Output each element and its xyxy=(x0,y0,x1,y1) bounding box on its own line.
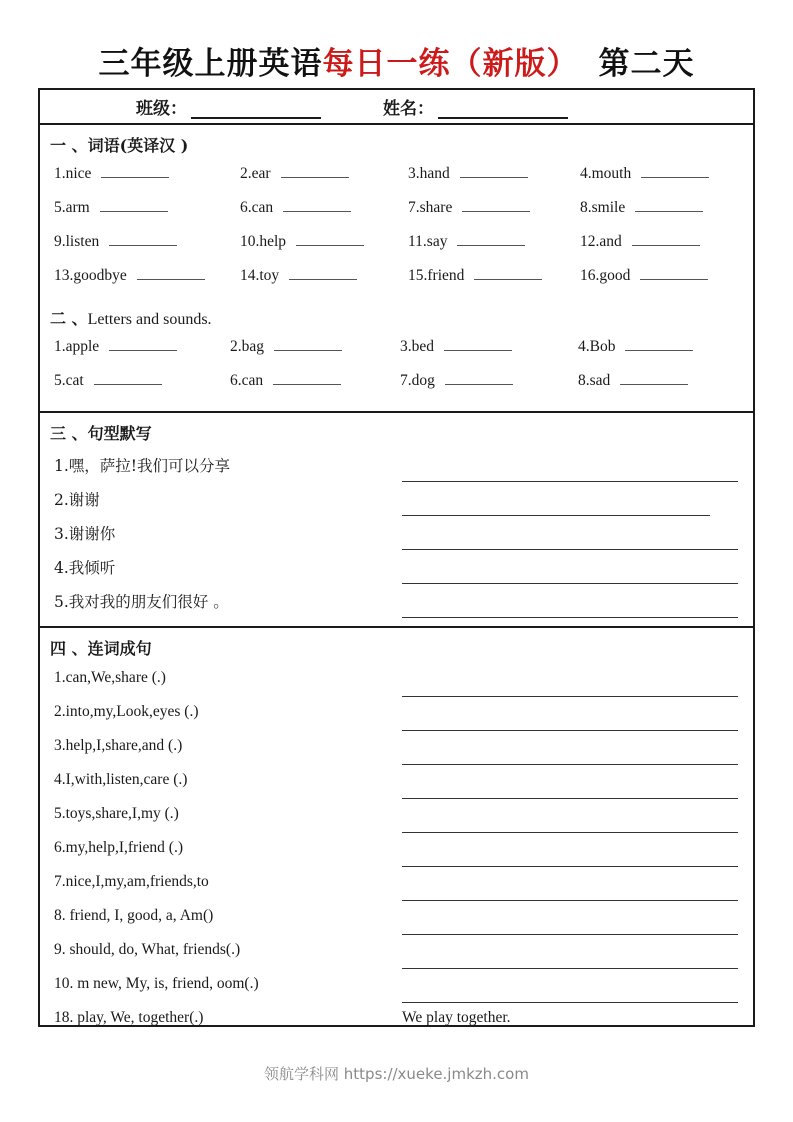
vocab-item xyxy=(240,232,364,251)
vocab-word: 3.hand xyxy=(408,165,450,182)
class-label: 班级： xyxy=(136,99,187,119)
word-order-answer-line[interactable] xyxy=(402,866,738,867)
letters-row xyxy=(40,371,753,405)
worksheet-box xyxy=(38,88,755,1027)
word-order-answer-line[interactable] xyxy=(402,934,738,935)
vocab-word: 2.ear xyxy=(240,165,271,182)
word-order-row xyxy=(40,973,753,1007)
vocab-answer-blank[interactable] xyxy=(635,198,703,212)
vocab-answer-blank[interactable] xyxy=(460,164,528,178)
vocab-answer-blank[interactable] xyxy=(289,266,357,280)
dictation-row xyxy=(40,588,753,622)
vocab-answer-blank[interactable] xyxy=(100,198,168,212)
page-title-prefix: 三年级上册英语 xyxy=(98,46,323,81)
word-order-row xyxy=(40,769,753,803)
letters-word: 1.apple xyxy=(54,338,100,355)
letters-item xyxy=(400,371,513,390)
vocab-word: 7.share xyxy=(408,199,453,216)
dictation-prompt: 5.我对我的朋友们很好 。 xyxy=(54,593,229,611)
letters-answer-blank[interactable] xyxy=(625,337,693,351)
vocab-word: 6.can xyxy=(240,199,274,216)
vocab-word: 15.friend xyxy=(408,267,465,284)
vocab-word: 16.good xyxy=(580,267,631,284)
section-sentence-dictation xyxy=(40,413,753,628)
vocab-item xyxy=(240,198,351,217)
vocab-word: 10.help xyxy=(240,233,287,250)
dictation-answer-line[interactable] xyxy=(402,583,738,584)
vocab-word: 5.arm xyxy=(54,199,90,216)
vocab-answer-blank[interactable] xyxy=(283,198,351,212)
vocab-answer-blank[interactable] xyxy=(640,266,708,280)
page-title xyxy=(0,38,793,83)
letters-answer-blank[interactable] xyxy=(94,371,162,385)
vocab-item xyxy=(580,198,703,217)
dictation-row xyxy=(40,520,753,554)
word-order-row xyxy=(40,905,753,939)
class-field-group xyxy=(136,94,321,119)
vocab-item xyxy=(408,164,528,183)
vocab-answer-blank[interactable] xyxy=(632,232,700,246)
dictation-prompt: 4.我倾听 xyxy=(54,559,116,577)
word-order-prompt: 7.nice,I,my,am,friends,to xyxy=(54,873,209,890)
vocab-answer-blank[interactable] xyxy=(474,266,542,280)
letters-answer-blank[interactable] xyxy=(273,371,341,385)
vocab-item xyxy=(580,266,708,285)
dictation-answer-line[interactable] xyxy=(402,515,710,516)
section-2-heading-en: Letters and sounds. xyxy=(87,311,212,328)
vocab-word: 9.listen xyxy=(54,233,100,250)
word-order-prompt: 6.my,help,I,friend (.) xyxy=(54,839,183,856)
vocab-answer-blank[interactable] xyxy=(462,198,530,212)
dictation-answer-line[interactable] xyxy=(402,481,738,482)
letters-row xyxy=(40,337,753,371)
vocab-item xyxy=(408,266,542,285)
letters-answer-blank[interactable] xyxy=(445,371,513,385)
word-order-prompt: 3.help,I,share,and (.) xyxy=(54,737,183,754)
word-order-prompt: 18. play, We, together(.) xyxy=(54,1009,204,1026)
word-order-answer-text: We play together. xyxy=(402,1009,511,1026)
word-order-row xyxy=(40,735,753,769)
word-order-row xyxy=(40,667,753,701)
letters-item xyxy=(400,337,512,356)
word-order-row xyxy=(40,837,753,871)
letters-item xyxy=(54,337,177,356)
word-order-prompt: 8. friend, I, good, a, Am() xyxy=(54,907,214,924)
word-order-answer-line[interactable] xyxy=(402,798,738,799)
vocab-row xyxy=(40,232,753,266)
letters-item xyxy=(578,371,688,390)
word-order-prompt: 2.into,my,Look,eyes (.) xyxy=(54,703,199,720)
letters-item xyxy=(54,371,162,390)
word-order-row xyxy=(40,1007,753,1041)
letters-answer-blank[interactable] xyxy=(444,337,512,351)
vocab-word: 14.toy xyxy=(240,267,280,284)
dictation-row xyxy=(40,452,753,486)
vocab-item xyxy=(54,198,168,217)
vocab-row xyxy=(40,266,753,300)
page-title-highlight: 每日一练（新版） xyxy=(322,46,579,81)
word-order-answer-line[interactable] xyxy=(402,968,738,969)
letters-item xyxy=(230,371,341,390)
word-order-prompt: 1.can,We,share (.) xyxy=(54,669,166,686)
vocab-item xyxy=(240,266,357,285)
section-4-heading: 四 、连词成句 xyxy=(50,639,152,658)
vocab-item xyxy=(580,232,700,251)
section-vocabulary xyxy=(40,125,753,413)
vocab-item xyxy=(54,164,169,183)
word-order-answer-line[interactable] xyxy=(402,764,738,765)
word-order-answer-line[interactable] xyxy=(402,730,738,731)
word-order-answer-line[interactable] xyxy=(402,832,738,833)
word-order-row xyxy=(40,701,753,735)
vocab-item xyxy=(408,198,530,217)
vocab-answer-blank[interactable] xyxy=(281,164,349,178)
vocab-word: 4.mouth xyxy=(580,165,632,182)
letters-word: 2.bag xyxy=(230,338,265,355)
letters-word: 7.dog xyxy=(400,372,435,389)
student-info-band xyxy=(40,90,753,125)
word-order-answer-line[interactable] xyxy=(402,900,738,901)
word-order-answer-line[interactable] xyxy=(402,696,738,697)
word-order-row xyxy=(40,803,753,837)
dictation-row xyxy=(40,486,753,520)
vocab-word: 12.and xyxy=(580,233,622,250)
letters-word: 8.sad xyxy=(578,372,611,389)
letters-word: 3.bed xyxy=(400,338,435,355)
section-word-order xyxy=(40,628,753,1043)
vocab-answer-blank[interactable] xyxy=(101,164,169,178)
dictation-row xyxy=(40,554,753,588)
dictation-answer-line[interactable] xyxy=(402,549,738,550)
word-order-prompt: 4.I,with,listen,care (.) xyxy=(54,771,188,788)
vocab-answer-blank[interactable] xyxy=(296,232,364,246)
letters-answer-blank[interactable] xyxy=(109,337,177,351)
class-input-blank[interactable] xyxy=(191,102,321,119)
letters-word: 5.cat xyxy=(54,372,84,389)
vocab-word: 1.nice xyxy=(54,165,92,182)
word-order-row xyxy=(40,939,753,973)
vocab-answer-blank[interactable] xyxy=(641,164,709,178)
vocab-answer-blank[interactable] xyxy=(137,266,205,280)
vocab-item xyxy=(54,266,205,285)
vocab-item xyxy=(54,232,177,251)
vocab-item xyxy=(240,164,349,183)
letters-word: 6.can xyxy=(230,372,264,389)
section-2-heading-cjk: 二 、 xyxy=(50,309,88,328)
dictation-prompt: 2.谢谢 xyxy=(54,491,100,509)
letters-word: 4.Bob xyxy=(578,338,616,355)
dictation-answer-line[interactable] xyxy=(402,617,738,618)
vocab-word: 13.goodbye xyxy=(54,267,127,284)
vocab-item xyxy=(408,232,525,251)
vocab-answer-blank[interactable] xyxy=(109,232,177,246)
vocab-answer-blank[interactable] xyxy=(457,232,525,246)
dictation-prompt: 3.谢谢你 xyxy=(54,525,116,543)
section-3-heading: 三 、句型默写 xyxy=(50,424,152,443)
page-title-suffix: 第二天 xyxy=(598,46,695,81)
section-2-heading xyxy=(40,300,753,329)
name-field-group xyxy=(383,94,568,119)
word-order-row xyxy=(40,871,753,905)
letters-answer-blank[interactable] xyxy=(274,337,342,351)
dictation-prompt: 1.嘿，萨拉!我们可以分享 xyxy=(54,457,231,475)
word-order-prompt: 9. should, do, What, friends(.) xyxy=(54,941,241,958)
word-order-prompt: 10. m new, My, is, friend, oom(.) xyxy=(54,975,259,992)
letters-item xyxy=(578,337,693,356)
letters-item xyxy=(230,337,342,356)
vocab-row xyxy=(40,164,753,198)
vocab-item xyxy=(580,164,709,183)
word-order-answer-line[interactable] xyxy=(402,1002,738,1003)
vocab-row xyxy=(40,198,753,232)
footer-watermark: 领航学科网 https://xueke.jmkzh.com xyxy=(264,1065,529,1083)
section-1-heading: 一 、词语(英译汉 ) xyxy=(50,136,189,155)
vocab-word: 11.say xyxy=(408,233,448,250)
name-input-blank[interactable] xyxy=(438,102,568,119)
letters-answer-blank[interactable] xyxy=(620,371,688,385)
vocab-word: 8.smile xyxy=(580,199,626,216)
name-label: 姓名： xyxy=(383,99,434,119)
word-order-prompt: 5.toys,share,I,my (.) xyxy=(54,805,179,822)
